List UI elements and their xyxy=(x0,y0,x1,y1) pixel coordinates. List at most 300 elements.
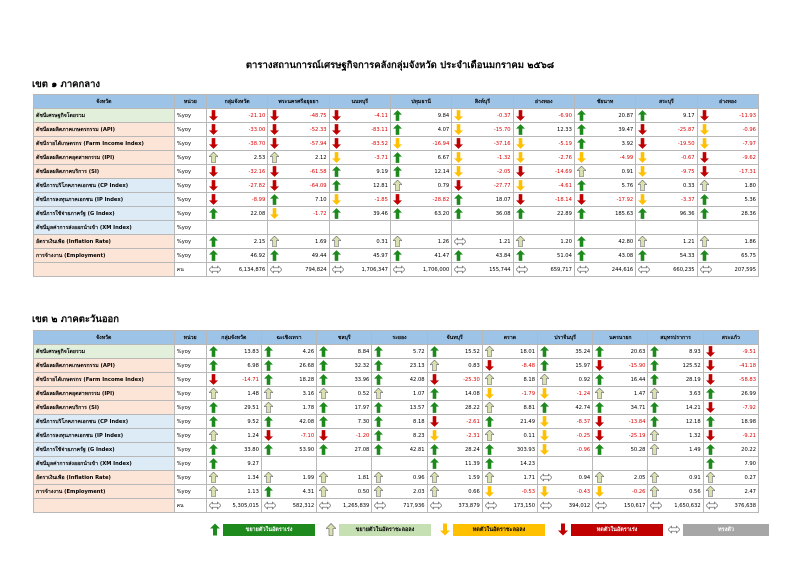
value-cell xyxy=(697,249,758,263)
cell-value: 21.49 xyxy=(520,418,536,425)
value-cell xyxy=(427,443,482,457)
cell-value: 0.27 xyxy=(744,474,756,481)
cell-value: -17.92 xyxy=(616,196,634,203)
cell-value: 1.81 xyxy=(357,474,370,481)
cell-value: -17.31 xyxy=(739,168,756,175)
value-cell xyxy=(593,401,648,415)
cell-value: 659,717 xyxy=(550,266,572,273)
cell-value: 5.36 xyxy=(744,196,756,203)
cell-value: -6.90 xyxy=(558,112,572,119)
value-cell xyxy=(317,443,372,457)
value-cell xyxy=(372,429,427,443)
cell-value: 3.63 xyxy=(689,390,701,397)
cell-value: 1.80 xyxy=(744,182,756,189)
value-cell xyxy=(206,151,267,165)
cell-value: -83.11 xyxy=(371,126,388,133)
value-cell xyxy=(648,401,703,415)
value-cell xyxy=(482,387,537,401)
value-cell xyxy=(697,137,758,151)
value-cell xyxy=(538,345,593,359)
value-cell xyxy=(538,373,593,387)
col-header: หน่วย xyxy=(174,331,206,345)
row-label: อัตราเงินเฟ้อ (Inflation Rate) xyxy=(34,471,175,485)
value-cell xyxy=(636,263,697,277)
cell-value: -33.00 xyxy=(248,126,266,133)
value-cell xyxy=(261,387,316,401)
cell-value: 244,616 xyxy=(611,266,634,273)
value-cell xyxy=(452,221,513,235)
value-cell xyxy=(574,221,635,235)
cell-value: 36.08 xyxy=(495,210,511,217)
col-header: นนทบุรี xyxy=(329,95,390,109)
value-cell xyxy=(372,373,427,387)
cell-value: -38.70 xyxy=(248,140,266,147)
cell-value: -18.14 xyxy=(555,196,572,203)
value-cell xyxy=(593,359,648,373)
value-cell xyxy=(538,443,593,457)
value-cell xyxy=(593,387,648,401)
cell-value: 1.21 xyxy=(499,238,511,245)
value-cell xyxy=(317,387,372,401)
row-unit: %yoy xyxy=(174,151,206,165)
cell-value: 14.23 xyxy=(520,460,536,467)
value-cell xyxy=(482,429,537,443)
cell-value: 1.48 xyxy=(247,390,259,397)
value-cell xyxy=(206,165,267,179)
cell-value: -0.96 xyxy=(742,126,756,133)
value-cell xyxy=(648,485,703,499)
cell-value: 34.71 xyxy=(630,404,646,411)
value-cell xyxy=(482,415,537,429)
value-cell xyxy=(636,249,697,263)
table-row xyxy=(34,345,759,359)
row-label xyxy=(34,499,175,513)
cell-value: -2.31 xyxy=(466,432,480,439)
cell-value: 53.90 xyxy=(299,446,315,453)
value-cell xyxy=(574,151,635,165)
row-label: ดัชนีผลผลิตภาคเกษตรกรรม (API) xyxy=(34,359,175,373)
value-cell xyxy=(268,179,329,193)
legend-item xyxy=(210,522,315,538)
table-row xyxy=(34,221,759,235)
value-cell xyxy=(636,235,697,249)
value-cell xyxy=(206,415,261,429)
cell-value: -83.52 xyxy=(371,140,388,147)
col-header: อ่างทอง xyxy=(513,95,574,109)
value-cell xyxy=(513,249,574,263)
table-row xyxy=(34,137,759,151)
cell-value: -1.20 xyxy=(355,432,370,439)
cell-value: 0.56 xyxy=(689,488,701,495)
value-cell xyxy=(538,429,593,443)
table-row xyxy=(34,109,759,123)
cell-value: -11.93 xyxy=(739,112,756,119)
value-cell xyxy=(574,235,635,249)
value-cell xyxy=(703,359,758,373)
cell-value: -1.72 xyxy=(313,210,327,217)
cell-value: 207,595 xyxy=(734,266,756,273)
value-cell xyxy=(268,109,329,123)
value-cell xyxy=(703,471,758,485)
value-cell xyxy=(390,193,451,207)
value-cell xyxy=(329,263,390,277)
cell-value: 12.33 xyxy=(557,126,572,133)
value-cell xyxy=(261,485,316,499)
value-cell xyxy=(206,263,267,277)
value-cell xyxy=(538,401,593,415)
cell-value: -25.87 xyxy=(677,126,695,133)
cell-value: 49.44 xyxy=(311,252,327,259)
cell-value: 0.33 xyxy=(683,182,695,189)
cell-value: 9.19 xyxy=(376,168,388,175)
row-label: ดัชนีการลงทุนภาคเอกชน (IP Index) xyxy=(34,429,175,443)
row-label: ดัชนีการใช้จ่ายภาครัฐ (G Index) xyxy=(34,207,175,221)
cell-value: 9.17 xyxy=(683,112,695,119)
cell-value: 3.16 xyxy=(302,390,315,397)
cell-value: 42.80 xyxy=(618,238,634,245)
value-cell xyxy=(482,499,537,513)
cell-value: 1,265,839 xyxy=(342,502,370,509)
value-cell xyxy=(329,179,390,193)
value-cell xyxy=(636,123,697,137)
value-cell xyxy=(206,499,261,513)
cell-value: 5.76 xyxy=(621,182,634,189)
value-cell xyxy=(261,471,316,485)
cell-value: 23.13 xyxy=(409,362,425,369)
value-cell xyxy=(390,263,451,277)
cell-value: 2.47 xyxy=(744,488,756,495)
table-row xyxy=(34,471,759,485)
row-unit: %yoy xyxy=(174,235,206,249)
cell-value: -0.26 xyxy=(632,488,646,495)
cell-value: -27.77 xyxy=(493,182,511,189)
table-row xyxy=(34,151,759,165)
cell-value: 173,150 xyxy=(513,502,536,509)
value-cell xyxy=(703,401,758,415)
value-cell xyxy=(206,457,261,471)
cell-value: -14.71 xyxy=(242,376,259,383)
value-cell xyxy=(329,165,390,179)
cell-value: 6,134,876 xyxy=(238,266,266,273)
value-cell xyxy=(206,221,267,235)
value-cell xyxy=(427,387,482,401)
cell-value: -64.09 xyxy=(309,182,327,189)
value-cell xyxy=(390,179,451,193)
value-cell xyxy=(648,457,703,471)
cell-value: -13.84 xyxy=(628,418,646,425)
cell-value: 42.08 xyxy=(299,418,315,425)
cell-value: 7.30 xyxy=(357,418,370,425)
col-header: จังหวัด xyxy=(34,95,175,109)
cell-value: 28.19 xyxy=(685,376,701,383)
value-cell xyxy=(261,373,316,387)
cell-value: 0.79 xyxy=(437,182,450,189)
legend-label: หดตัวในอัตราชะลอลง xyxy=(453,524,545,536)
row-unit: %yoy xyxy=(174,179,206,193)
value-cell xyxy=(513,123,574,137)
value-cell xyxy=(268,165,329,179)
cell-value: -21.10 xyxy=(248,112,266,119)
value-cell xyxy=(574,165,635,179)
cell-value: 1.34 xyxy=(247,474,259,481)
value-cell xyxy=(206,387,261,401)
cell-value: 0.83 xyxy=(468,362,480,369)
value-cell xyxy=(372,345,427,359)
cell-value: 660,235 xyxy=(673,266,695,273)
cell-value: -7.10 xyxy=(300,432,315,439)
value-cell xyxy=(317,457,372,471)
cell-value: 18.01 xyxy=(520,348,536,355)
cell-value: -1.24 xyxy=(576,390,591,397)
value-cell xyxy=(636,179,697,193)
cell-value: -14.69 xyxy=(555,168,572,175)
value-cell xyxy=(329,193,390,207)
cell-value: 20.63 xyxy=(630,348,646,355)
cell-value: 150,617 xyxy=(624,502,646,509)
value-cell xyxy=(697,123,758,137)
value-cell xyxy=(482,457,537,471)
cell-value: -15.70 xyxy=(493,126,511,133)
value-cell xyxy=(593,457,648,471)
table-row xyxy=(34,165,759,179)
cell-value: 0.91 xyxy=(621,168,634,175)
col-header: พระนครศรีอยุธยา xyxy=(268,95,329,109)
cell-value: -28.82 xyxy=(432,196,450,203)
cell-value: 8.18 xyxy=(413,418,425,425)
value-cell xyxy=(261,457,316,471)
row-label xyxy=(34,263,175,277)
value-cell xyxy=(574,109,635,123)
cell-value: 2.53 xyxy=(253,154,266,161)
col-header: ปทุมธานี xyxy=(390,95,451,109)
value-cell xyxy=(593,485,648,499)
cell-value: 303.93 xyxy=(516,446,536,453)
value-cell xyxy=(372,457,427,471)
value-cell xyxy=(513,109,574,123)
cell-value: 32.32 xyxy=(354,362,370,369)
cell-value: 1,706,000 xyxy=(422,266,450,273)
row-unit: %yoy xyxy=(174,109,206,123)
cell-value: 125.52 xyxy=(682,362,701,369)
cell-value: 3.92 xyxy=(621,140,634,147)
value-cell xyxy=(636,207,697,221)
value-cell xyxy=(452,109,513,123)
cell-value: -57.94 xyxy=(309,140,327,147)
value-cell xyxy=(206,429,261,443)
cell-value: 7.90 xyxy=(744,460,756,467)
value-cell xyxy=(648,429,703,443)
cell-value: 29.51 xyxy=(244,404,259,411)
value-cell xyxy=(390,123,451,137)
value-cell xyxy=(697,221,758,235)
value-cell xyxy=(390,109,451,123)
value-cell xyxy=(538,415,593,429)
value-cell xyxy=(317,359,372,373)
value-cell xyxy=(593,429,648,443)
value-cell xyxy=(513,207,574,221)
value-cell xyxy=(427,401,482,415)
cell-value: -3.37 xyxy=(681,196,695,203)
value-cell xyxy=(390,137,451,151)
cell-value: -2.05 xyxy=(497,168,511,175)
value-cell xyxy=(538,457,593,471)
value-cell xyxy=(206,235,267,249)
row-unit: %yoy xyxy=(174,137,206,151)
row-unit: %yoy xyxy=(174,485,206,499)
row-unit: %yoy xyxy=(174,457,206,471)
value-cell xyxy=(329,151,390,165)
table-row xyxy=(34,179,759,193)
cell-value: 27.08 xyxy=(354,446,370,453)
row-unit: %yoy xyxy=(174,123,206,137)
cell-value: 1.59 xyxy=(468,474,480,481)
cell-value: 18.28 xyxy=(299,376,315,383)
cell-value: -8.37 xyxy=(576,418,591,425)
col-header: กลุ่มจังหวัด xyxy=(206,95,267,109)
value-cell xyxy=(329,137,390,151)
cell-value: 20.22 xyxy=(741,446,756,453)
value-cell xyxy=(648,387,703,401)
col-header: จังหวัด xyxy=(34,331,175,345)
cell-value: 28.36 xyxy=(741,210,756,217)
value-cell xyxy=(329,109,390,123)
col-header: อ่างทอง xyxy=(697,95,758,109)
row-unit: %yoy xyxy=(174,373,206,387)
cell-value: 15.97 xyxy=(575,362,591,369)
cell-value: 22.08 xyxy=(250,210,266,217)
row-label: ดัชนีผลผลิตภาคบริการ (SI) xyxy=(34,401,175,415)
value-cell xyxy=(268,137,329,151)
value-cell xyxy=(206,345,261,359)
row-unit: %yoy xyxy=(174,401,206,415)
value-cell xyxy=(482,471,537,485)
row-label: ดัชนีผลผลิตภาคบริการ (SI) xyxy=(34,165,175,179)
cell-value: 2.15 xyxy=(253,238,266,245)
table-row xyxy=(34,235,759,249)
cell-value: 0.91 xyxy=(689,474,701,481)
cell-value: -0.67 xyxy=(681,154,695,161)
table-row xyxy=(34,207,759,221)
cell-value: 28.22 xyxy=(464,404,480,411)
value-cell xyxy=(268,193,329,207)
cell-value: 33.80 xyxy=(244,446,259,453)
row-unit: %yoy xyxy=(174,359,206,373)
value-cell xyxy=(329,221,390,235)
legend-item xyxy=(326,522,431,538)
cell-value: 0.31 xyxy=(376,238,388,245)
value-cell xyxy=(268,123,329,137)
value-cell xyxy=(574,263,635,277)
cell-value: 155,744 xyxy=(489,266,511,273)
row-unit: %yoy xyxy=(174,415,206,429)
value-cell xyxy=(636,151,697,165)
cell-value: 794,824 xyxy=(305,266,327,273)
cell-value: 28.24 xyxy=(464,446,480,453)
cell-value: 13.57 xyxy=(409,404,425,411)
cell-value: 0.92 xyxy=(578,376,591,383)
cell-value: 717,936 xyxy=(403,502,425,509)
arrow-up-light-icon xyxy=(326,521,339,540)
value-cell xyxy=(317,401,372,415)
cell-value: 1.32 xyxy=(689,432,701,439)
cell-value: 17.97 xyxy=(354,404,370,411)
row-unit: %yoy xyxy=(174,345,206,359)
cell-value: 1.20 xyxy=(560,238,572,245)
value-cell xyxy=(372,485,427,499)
value-cell xyxy=(261,429,316,443)
value-cell xyxy=(452,165,513,179)
row-unit: %yoy xyxy=(174,249,206,263)
row-unit: คน xyxy=(174,263,206,277)
cell-value: -8.48 xyxy=(521,362,536,369)
cell-value: -4.61 xyxy=(558,182,572,189)
value-cell xyxy=(593,415,648,429)
zone-2-table xyxy=(33,330,759,513)
value-cell xyxy=(482,401,537,415)
value-cell xyxy=(452,235,513,249)
value-cell xyxy=(452,151,513,165)
value-cell xyxy=(703,499,758,513)
value-cell xyxy=(206,471,261,485)
value-cell xyxy=(329,207,390,221)
row-label: การจ้างงาน (Employment) xyxy=(34,485,175,499)
col-header: ระยอง xyxy=(372,331,427,345)
value-cell xyxy=(268,151,329,165)
cell-value: 1.71 xyxy=(523,474,536,481)
cell-value: -9.75 xyxy=(681,168,695,175)
cell-value: 22.89 xyxy=(557,210,572,217)
cell-value: 1.86 xyxy=(744,238,756,245)
value-cell xyxy=(648,499,703,513)
cell-value: 96.36 xyxy=(679,210,695,217)
value-cell xyxy=(513,193,574,207)
row-label: ดัชนีการบริโภคภาคเอกชน (CP Index) xyxy=(34,415,175,429)
value-cell xyxy=(317,373,372,387)
cell-value: 2.12 xyxy=(315,154,327,161)
row-label: ดัชนีเศรษฐกิจโดยรวม xyxy=(34,345,175,359)
zone-1-title: เขต ๑ ภาคกลาง xyxy=(32,79,101,90)
cell-value: -2.61 xyxy=(466,418,480,425)
value-cell xyxy=(452,249,513,263)
value-cell xyxy=(317,345,372,359)
cell-value: 20.87 xyxy=(618,112,634,119)
cell-value: 14.21 xyxy=(685,404,701,411)
row-unit: %yoy xyxy=(174,221,206,235)
value-cell xyxy=(452,179,513,193)
cell-value: 42.81 xyxy=(409,446,425,453)
value-cell xyxy=(513,179,574,193)
value-cell xyxy=(372,415,427,429)
value-cell xyxy=(574,179,635,193)
value-cell xyxy=(593,499,648,513)
table-row xyxy=(34,359,759,373)
cell-value: 1.24 xyxy=(247,432,259,439)
value-cell xyxy=(697,109,758,123)
value-cell xyxy=(427,457,482,471)
cell-value: -58.83 xyxy=(739,376,756,383)
value-cell xyxy=(636,221,697,235)
value-cell xyxy=(427,499,482,513)
value-cell xyxy=(636,109,697,123)
value-cell xyxy=(574,249,635,263)
zone-1-table xyxy=(33,94,759,277)
cell-value: 1.26 xyxy=(437,238,450,245)
col-header: สระแก้ว xyxy=(703,331,758,345)
value-cell xyxy=(206,249,267,263)
cell-value: -5.19 xyxy=(558,140,572,147)
table-row xyxy=(34,249,759,263)
table-row xyxy=(34,263,759,277)
